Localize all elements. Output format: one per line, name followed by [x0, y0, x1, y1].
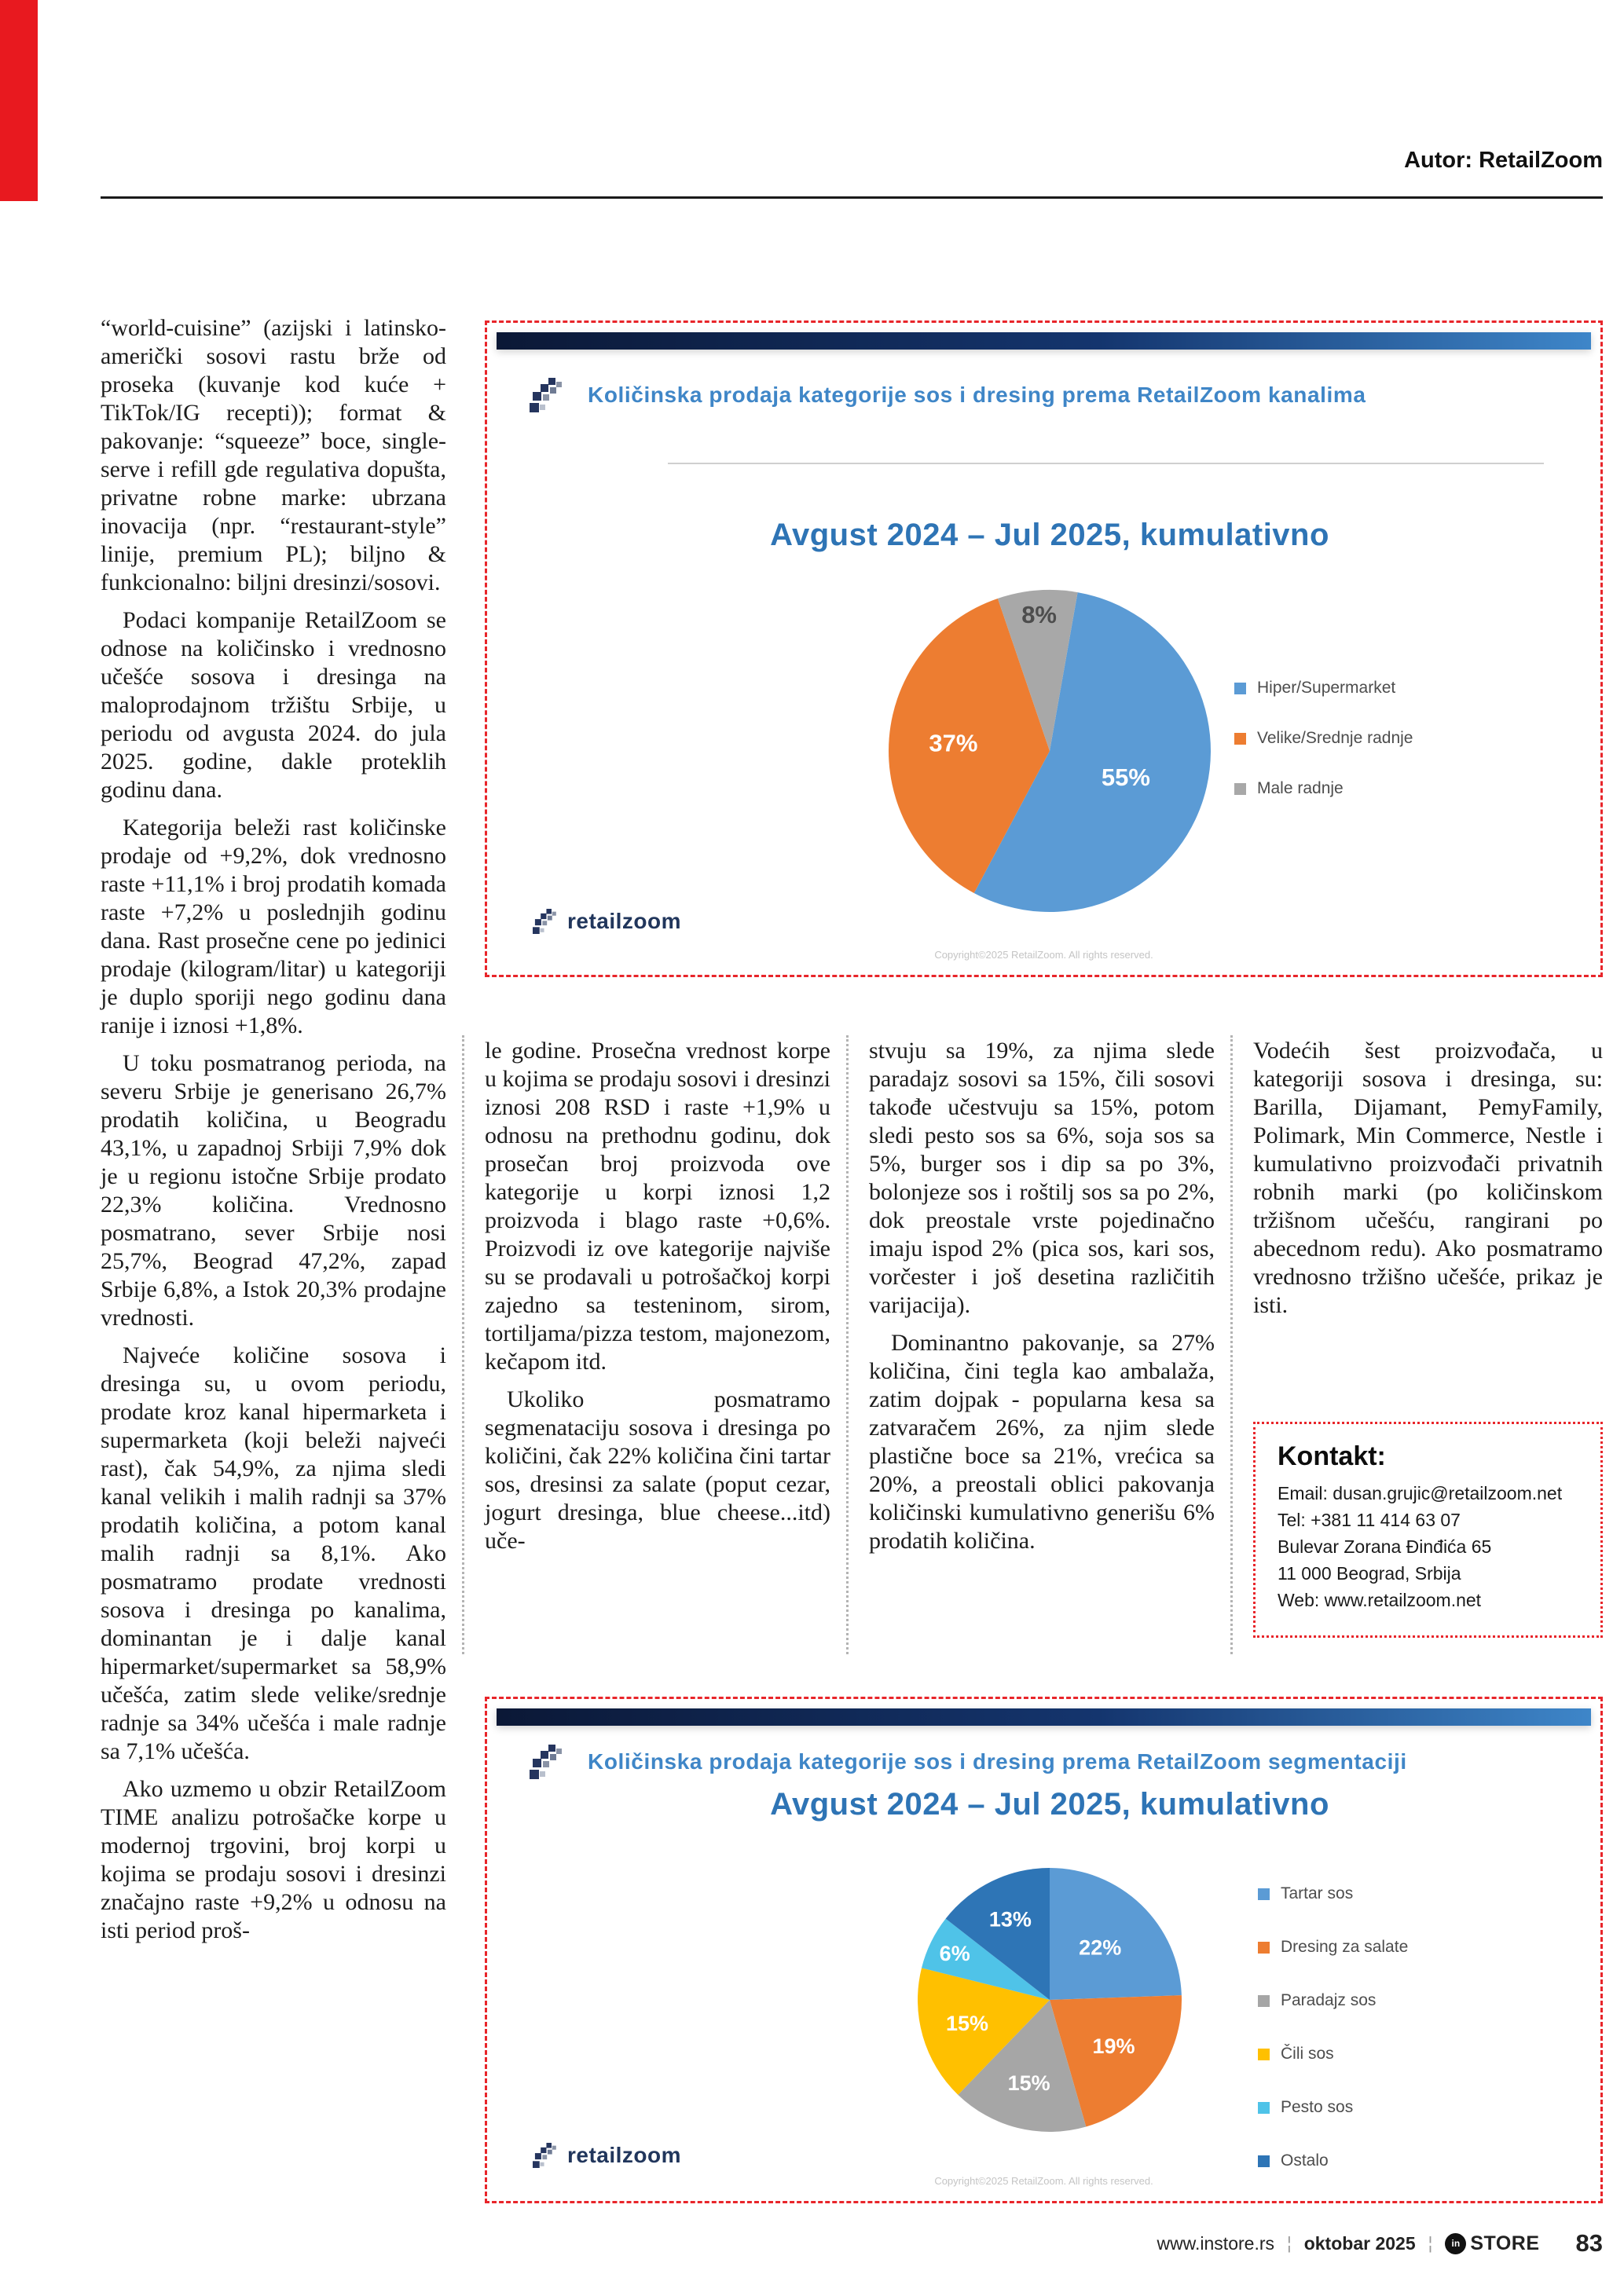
- article-column-1: [101, 314, 446, 1945]
- footer-separator: ¦: [1287, 2233, 1292, 2253]
- pie-label: 8%: [1021, 600, 1058, 628]
- article-column-3: [869, 1037, 1215, 1555]
- legend-label: Male radnje: [1257, 779, 1344, 797]
- chart-legend: [1258, 1884, 1408, 2170]
- contact-line: 11 000 Beograd, Srbija: [1278, 1563, 1461, 1584]
- article-column-4: [1253, 1037, 1603, 1320]
- pie-label: 55%: [1101, 763, 1150, 791]
- contact-line: Bulevar Zorana Đinđića 65: [1278, 1536, 1492, 1557]
- paragraph: Ukoliko posmatramo segmenataciju sosova i dresinga po količini, čak 22% količina čini tartar sos, dresinsi za salate (poput cezar, jogurt dresinga, blue cheese...itd) uče-: [485, 1386, 830, 1554]
- legend-item: [1258, 1991, 1408, 2010]
- legend-swatch: [1234, 783, 1246, 795]
- pie-label: 22%: [1079, 1935, 1122, 1960]
- chart-header-bar: [497, 332, 1591, 350]
- column-divider: [1230, 1035, 1233, 1654]
- contact-box: [1253, 1422, 1603, 1638]
- legend-swatch: [1234, 733, 1246, 745]
- accent-bar: [0, 0, 38, 201]
- paragraph: stvuju sa 19%, za njima slede paradajz sosovi sa 15%, čili sosovi takođe učestvuju sa 15%, potom sledi pesto sos sa 6%, soja sos sa 5%, burger sos i dip sa po 3%, bolonjeze sos i roštilj sos sa po 2%, dok preostale vrste pojedinačno imaju ispod 2% (pica sos, kari sos, vorčester i još desetina različitih varijacija).: [869, 1038, 1215, 1318]
- contact-heading: Kontakt:: [1278, 1441, 1386, 1471]
- chart-title: Količinska prodaja kategorije sos i dresing prema RetailZoom kanalima: [588, 383, 1366, 407]
- page-footer: [1157, 2228, 1603, 2259]
- legend-label: Velike/Srednje radnje: [1257, 729, 1413, 747]
- pie-label: 19%: [1092, 2034, 1135, 2059]
- legend-label: Dresing za salate: [1281, 1938, 1409, 1956]
- retailzoom-icon: [530, 1745, 564, 1779]
- legend-item: [1234, 679, 1413, 698]
- footer-brand: STORE: [1470, 2232, 1540, 2254]
- pie-chart-segments: [908, 1858, 1191, 2141]
- pie-label: 37%: [929, 729, 978, 757]
- legend-item: [1258, 1938, 1408, 1957]
- legend-label: Pesto sos: [1281, 2098, 1354, 2116]
- retailzoom-icon: [533, 909, 558, 934]
- footer-site-url: www.instore.rs: [1157, 2232, 1274, 2254]
- paragraph: Kategorija beleži rast količinske prodaje od +9,2%, dok vrednosno raste +11,1% i broj prodatih komada raste +7,2% u poslednjih godinu dana. Rast prosečne cene po jedinici prodaje (kilogram/litar) u kategoriji je duplo sporiji nego godinu dana ranije i iznosi +1,8%.: [101, 815, 446, 1038]
- instore-logo: in: [1445, 2233, 1466, 2254]
- chart-card: [497, 1708, 1591, 2192]
- legend-item: [1234, 779, 1413, 798]
- legend-label: Čili sos: [1281, 2045, 1334, 2063]
- chart-copyright-note: Copyright©2025 RetailZoom. All rights reserved.: [934, 2175, 1153, 2187]
- chart-box-channels: [485, 320, 1603, 977]
- chart-card: [497, 332, 1591, 965]
- paragraph: le godine. Prosečna vrednost korpe u kojima se prodaju sosovi i dresinzi iznosi 208 RSD i raste +1,9% u odnosu na prethodnu godinu, dok prosečan broj proizvoda ove kategorije u korpi iznosi 1,2 proizvoda i blago raste +0,6%. Proizvodi iz ove kategorije najviše su se prodavali u potrošačkoj korpi zajedno sa testeninom, sirom, tortiljama/pizza testom, majonezom, kečapom itd.: [485, 1038, 830, 1375]
- retailzoom-logo: [533, 909, 681, 934]
- paragraph: Najveće količine sosova i dresinga su, u ovom periodu, prodate kroz kanal hipermarketa i supermarketa (koji beleži najveći rast), čak 54,9%, za njima sledi kanal velikih i malih radnji sa 37% prodatih količina, a potom kanal malih radnji sa 8,1%. Ako posmatramo prodate vrednosti sosova i dresinga po kanalima, dominantan je i dalje kanal hipermarket/supermarket sa 58,9% učešća, zatim slede velike/srednje radnje sa 34% učešća i male radnje sa 7,1% učešća.: [101, 1342, 446, 1764]
- pie-label: 6%: [939, 1942, 970, 1966]
- chart-subtitle: Avgust 2024 – Jul 2025, kumulativno: [770, 1787, 1329, 1822]
- paragraph: “world-cuisine” (azijski i latinsko-američki sosovi rastu brže od proseka (kuvanje kod kuće + TikTok/IG recepti)); format & pakovanje: “squeeze” boce, single-serve i refill gde regulativa dopušta, privatne robne marke: ubrzana inovacija (npr. “restaurant-style” linije, premium PL); biljno & funkcionalno: biljni dresinzi/sosovi.: [101, 315, 446, 595]
- contact-line: Email: dusan.grujic@retailzoom.net: [1278, 1483, 1563, 1503]
- chart-title-row: [530, 1745, 1560, 1779]
- chart-title: Količinska prodaja kategorije sos i dresing prema RetailZoom segmentaciji: [588, 1749, 1407, 1774]
- contact-lines: [1278, 1480, 1578, 1613]
- legend-swatch: [1258, 1995, 1270, 2007]
- chart-divider: [668, 463, 1544, 464]
- pie-label: 15%: [1007, 2071, 1050, 2095]
- chart-subtitle: Avgust 2024 – Jul 2025, kumulativno: [770, 518, 1329, 552]
- pie-label: 15%: [945, 2012, 989, 2036]
- chart-copyright-note: Copyright©2025 RetailZoom. All rights reserved.: [934, 949, 1153, 961]
- column-divider: [462, 1035, 464, 1654]
- article-column-2: [485, 1037, 830, 1555]
- legend-item: [1258, 2151, 1408, 2170]
- retailzoom-icon: [530, 378, 564, 412]
- legend-swatch: [1258, 2102, 1270, 2114]
- legend-label: Paradajz sos: [1281, 1991, 1377, 2009]
- pie-chart-channels: [877, 578, 1223, 924]
- chart-box-segments: [485, 1697, 1603, 2203]
- contact-line: Web: www.retailzoom.net: [1278, 1590, 1482, 1610]
- footer-separator: ¦: [1428, 2233, 1433, 2253]
- legend-label: Ostalo: [1281, 2151, 1329, 2170]
- chart-header-bar: [497, 1708, 1591, 1726]
- pie-label: 13%: [988, 1907, 1032, 1932]
- legend-item: [1258, 2098, 1408, 2117]
- retailzoom-wordmark: retailzoom: [567, 2143, 682, 2167]
- contact-line: Tel: +381 11 414 63 07: [1278, 1510, 1461, 1530]
- pie-slice: [1050, 1868, 1182, 2000]
- chart-legend: [1234, 679, 1413, 798]
- retailzoom-logo: [533, 2143, 681, 2168]
- legend-item: [1234, 729, 1413, 748]
- legend-item: [1258, 1884, 1408, 1903]
- footer-brand-wrap: [1445, 2232, 1539, 2255]
- legend-swatch: [1258, 2155, 1270, 2167]
- paragraph: Dominantno pakovanje, sa 27% količina, čini tegla kao ambalaža, zatim dojpak - popularna kesa sa zatvaračem 26%, za njim slede plastične boce sa 21%, vrećica sa 20%, a preostali oblici pakovanja količinski kumulativno generišu 6% prodatih količina.: [869, 1330, 1215, 1554]
- retailzoom-wordmark: retailzoom: [567, 909, 682, 933]
- legend-swatch: [1258, 2049, 1270, 2060]
- paragraph: Podaci kompanije RetailZoom se odnose na količinsko i vrednosno učešće sosova i dresinga na maloprodajnom tržištu Srbije, u periodu od avgusta 2024. do jula 2025. godine, dakle proteklih godinu dana.: [101, 607, 446, 803]
- paragraph: U toku posmatranog perioda, na severu Srbije je generisano 26,7% prodatih količina, u Beogradu 43,1%, u zapadnoj Srbiji 7,9% dok je u regionu istočne Srbije prodato 22,3% količina. Vrednosno posmatrano, sever Srbije nosi 25,7%, Beograd 47,2%, zapad Srbije 6,8%, a Istok 20,3% prodajne vrednosti.: [101, 1050, 446, 1331]
- legend-label: Tartar sos: [1281, 1884, 1354, 1902]
- legend-swatch: [1234, 683, 1246, 694]
- paragraph: Ako uzmemo u obzir RetailZoom TIME analizu potrošačke korpe u modernoj trgovini, broj korpi u kojima se prodaju sosovi i dresinzi značajno raste +9,2% u odnosu na isti period proš-: [101, 1776, 446, 1943]
- author-credit: Autor: RetailZoom: [1404, 148, 1603, 173]
- paragraph: Vodećih šest proizvođača, u kategoriji sosova i dresinga, su: Barilla, Dijamant, PemyFamily, Polimark, Min Commerce, Nestle i kumulativno proizvođači privatnih robnih marki (po količinskom tržišnom učešću, rangirani po abecednom redu). Ako posmatramo vrednosno tržišno učešće, prikaz je isti.: [1253, 1038, 1603, 1318]
- footer-issue: oktobar 2025: [1303, 2232, 1416, 2254]
- chart-title-row: [530, 378, 1560, 412]
- retailzoom-icon: [533, 2143, 558, 2168]
- header-rule: [101, 196, 1603, 199]
- legend-label: Hiper/Supermarket: [1257, 679, 1396, 697]
- column-divider: [846, 1035, 849, 1654]
- legend-swatch: [1258, 1888, 1270, 1900]
- legend-swatch: [1258, 1942, 1270, 1954]
- legend-item: [1258, 2045, 1408, 2063]
- page-number: 83: [1575, 2229, 1603, 2257]
